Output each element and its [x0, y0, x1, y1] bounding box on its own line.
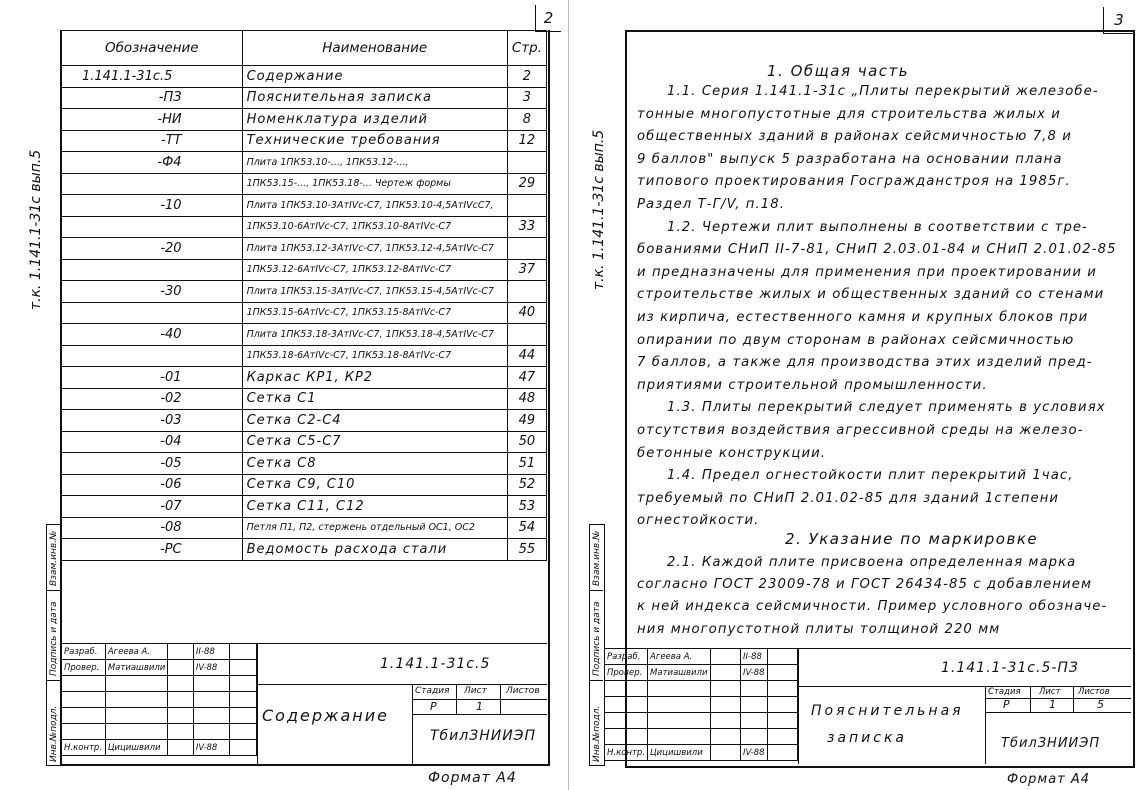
- right-strip-cell-3: Инв.№подл.: [592, 705, 602, 762]
- left-role-row: [62, 660, 257, 676]
- row-code: -07: [62, 496, 243, 518]
- contents-header-row: [62, 31, 547, 66]
- row-page: 53: [507, 496, 546, 518]
- header-page: Стр.: [507, 31, 546, 66]
- contents-row: [62, 324, 547, 346]
- row-name: Каркас КР1, КР2: [242, 367, 507, 389]
- row-page: [507, 324, 546, 346]
- text-line: 1.3. Плиты перекрытий следует применять в условиях: [667, 400, 1106, 416]
- row-code: -10: [62, 195, 243, 217]
- row-name: Сетка С5-С7: [242, 431, 507, 453]
- row-name: Плита 1ПК53.12-3АтIVс-С7, 1ПК53.12-4,5АтIVс-С7: [242, 238, 507, 260]
- row-name: Сетка С2-С4: [242, 410, 507, 432]
- left-sheet-value: 1: [476, 700, 483, 713]
- right-sheets-value: 5: [1097, 698, 1104, 711]
- left-roles-table: [61, 643, 257, 756]
- row-code: -РС: [62, 539, 243, 561]
- contents-row: [62, 152, 547, 174]
- role-name: Агеева А.: [648, 649, 711, 665]
- left-org: ТбилЗНИИЭП: [430, 728, 536, 744]
- contents-row: [62, 195, 547, 217]
- row-code: 1.141.1-31с.5: [62, 66, 243, 88]
- row-code: [62, 345, 243, 367]
- row-code: -08: [62, 517, 243, 539]
- row-code: -04: [62, 431, 243, 453]
- section2-title: 2. Указание по маркировке: [785, 530, 1039, 548]
- left-strip-cell-2: Подпись и дата: [49, 601, 59, 676]
- row-page: 3: [507, 87, 546, 109]
- role-date: II-88: [741, 649, 767, 665]
- role-extra: [229, 740, 256, 756]
- role-label: Разраб.: [605, 649, 648, 665]
- contents-row: [62, 66, 547, 88]
- row-page: 37: [507, 259, 546, 281]
- text-line: 2.1. Каждой плите присвоена определенная марка: [667, 555, 1077, 570]
- role-extra: [229, 660, 256, 676]
- role-extra: [767, 745, 798, 761]
- row-name: Плита 1ПК53.15-3АтIVс-С7, 1ПК53.15-4,5АтIVс-С7: [242, 281, 507, 303]
- contents-row: [62, 238, 547, 260]
- row-page: 55: [507, 539, 546, 561]
- role-date: IV-88: [741, 665, 767, 681]
- contents-row: [62, 109, 547, 131]
- contents-row: [62, 281, 547, 303]
- row-page: 33: [507, 216, 546, 238]
- right-sheet-value: 1: [1049, 698, 1056, 711]
- role-label: Провер.: [605, 665, 648, 681]
- row-code: [62, 302, 243, 324]
- row-code: [62, 259, 243, 281]
- left-sheets-label: Листов: [506, 686, 540, 696]
- row-page: 49: [507, 410, 546, 432]
- left-side-label: т.к. 1.141.1-31с вып.5: [28, 149, 44, 310]
- text-line: из кирпича, естественного камня и крупных блоков при: [637, 310, 1089, 325]
- contents-row: [62, 87, 547, 109]
- row-name: Петля П1, П2, стержень отдельный ОС1, ОС2: [242, 517, 507, 539]
- contents-row: [62, 130, 547, 152]
- row-page: 40: [507, 302, 546, 324]
- contents-row: [62, 474, 547, 496]
- contents-row: [62, 259, 547, 281]
- right-strip-cell-2: Подпись и дата: [592, 601, 602, 676]
- left-doc-title: Содержание: [262, 706, 389, 725]
- row-name: Сетка С11, С12: [242, 496, 507, 518]
- right-org: ТбилЗНИИЭП: [1001, 736, 1101, 751]
- text-line: требуемый по СНиП 2.01.02-85 для зданий 1степени: [637, 490, 1060, 506]
- row-name: Сетка С8: [242, 453, 507, 475]
- row-name: Ведомость расхода стали: [242, 539, 507, 561]
- left-sheet-label: Лист: [464, 686, 487, 696]
- role-date: II-88: [193, 644, 229, 660]
- role-signature: [168, 660, 194, 676]
- row-code: -Ф4: [62, 152, 243, 174]
- row-page: [507, 195, 546, 217]
- row-name: Номенклатура изделий: [242, 109, 507, 131]
- row-name: Содержание: [242, 66, 507, 88]
- contents-row: [62, 345, 547, 367]
- right-side-label: т.к. 1.141.1-31с вып.5: [591, 129, 607, 290]
- role-signature: [710, 745, 740, 761]
- header-name: Наименование: [242, 31, 507, 66]
- contents-row: [62, 539, 547, 561]
- role-date: IV-88: [193, 740, 229, 756]
- contents-table: [61, 30, 547, 561]
- header-code: Обозначение: [62, 31, 243, 66]
- role-name: Агеева А.: [105, 644, 168, 660]
- row-page: [507, 152, 546, 174]
- row-code: -05: [62, 453, 243, 475]
- row-page: 47: [507, 367, 546, 389]
- row-code: -02: [62, 388, 243, 410]
- text-line: и предназначены для применения при проектировании и: [637, 264, 1097, 280]
- role-label: Н.контр.: [605, 745, 648, 761]
- right-doc-title-2: записка: [827, 730, 908, 746]
- row-name: Плита 1ПК53.10-3АтIVс-С7, 1ПК53.10-4,5АтIVсС7,: [242, 195, 507, 217]
- text-line: общественных зданий в районах сейсмичностью 7,8 и: [637, 129, 1072, 145]
- text-line: типового проектирования Госгражданстроя на 1985г.: [637, 174, 1071, 190]
- section1-title: 1. Общая часть: [767, 62, 910, 80]
- text-line: 1.4. Предел огнестойкости плит перекрытий 1час,: [667, 468, 1074, 484]
- right-sheet-label: Лист: [1039, 687, 1061, 697]
- role-name: Цицишвили: [648, 745, 711, 761]
- row-code: [62, 173, 243, 195]
- left-role-row: [62, 740, 257, 756]
- text-line: огнестойкости.: [637, 513, 760, 529]
- right-sheets-label: Листов: [1078, 687, 1110, 697]
- row-page: [507, 238, 546, 260]
- row-page: 8: [507, 109, 546, 131]
- row-code: -01: [62, 367, 243, 389]
- left-strip-cell-3: Инв.№подл.: [49, 705, 59, 762]
- right-sheet: [575, 0, 1136, 790]
- row-page: 44: [507, 345, 546, 367]
- right-role-row: [605, 649, 798, 665]
- contents-row: [62, 431, 547, 453]
- role-signature: [710, 665, 740, 681]
- text-line: бетонные конструкции.: [637, 445, 827, 461]
- role-extra: [229, 644, 256, 660]
- left-role-row: [62, 644, 257, 660]
- role-extra: [767, 665, 798, 681]
- right-role-row: [605, 745, 798, 761]
- contents-row: [62, 302, 547, 324]
- left-format: Формат А4: [428, 770, 517, 786]
- text-line: 1.1. Серия 1.141.1-31с „Плиты перекрытий железобе-: [667, 84, 1099, 99]
- row-name: Плита 1ПК53.18-3АтIVс-С7, 1ПК53.18-4,5АтIVс-С7: [242, 324, 507, 346]
- contents-row: [62, 453, 547, 475]
- row-page: 12: [507, 130, 546, 152]
- row-page: [507, 281, 546, 303]
- row-page: 54: [507, 517, 546, 539]
- right-designation: 1.141.1-31с.5-ПЗ: [941, 660, 1079, 676]
- row-code: -03: [62, 410, 243, 432]
- row-code: -06: [62, 474, 243, 496]
- row-code: -30: [62, 281, 243, 303]
- contents-row: [62, 173, 547, 195]
- row-name: Пояснительная записка: [242, 87, 507, 109]
- right-role-row: [605, 665, 798, 681]
- text-line: приятиями строительной промышленности.: [637, 377, 988, 393]
- left-designation: 1.141.1-31с.5: [380, 656, 491, 672]
- role-date: IV-88: [193, 660, 229, 676]
- role-name: Матиашвили: [648, 665, 711, 681]
- right-page-number: 3: [1103, 7, 1134, 34]
- right-strip-cell-1: Взам.инв.№: [592, 530, 602, 586]
- text-line: Раздел Т-Г/V, п.18.: [637, 197, 786, 212]
- text-line: ния многопустотной плиты толщиной 220 мм: [637, 621, 1001, 637]
- row-name: Технические требования: [242, 130, 507, 152]
- contents-row: [62, 388, 547, 410]
- role-signature: [168, 740, 194, 756]
- row-name: 1ПК53.12-6АтIVс-С7, 1ПК53.12-8АтIVс-С7: [242, 259, 507, 281]
- text-line: согласно ГОСТ 23009-78 и ГОСТ 26434-85 с добавлением: [637, 577, 1092, 593]
- right-stage-value: Р: [1003, 698, 1010, 711]
- text-line: 1.2. Чертежи плит выполнены в соответствии с тре-: [667, 219, 1088, 235]
- row-page: 29: [507, 173, 546, 195]
- row-name: 1ПК53.15-6АтIVс-С7, 1ПК53.15-8АтIVс-С7: [242, 302, 507, 324]
- text-line: 9 баллов" выпуск 5 разработана на основании плана: [637, 151, 1063, 167]
- row-name: 1ПК53.15-..., 1ПК53.18-... Чертеж формы: [242, 173, 507, 195]
- right-format: Формат А4: [1007, 772, 1091, 787]
- page-divider: [568, 0, 569, 790]
- text-line: бованиями СНиП II-7-81, СНиП 2.03.01-84 и СНиП 2.01.02-85: [637, 242, 1117, 258]
- row-name: 1ПК53.18-6АтIVс-С7, 1ПК53.18-8АтIVс-С7: [242, 345, 507, 367]
- contents-row: [62, 496, 547, 518]
- contents-row: [62, 410, 547, 432]
- row-page: 48: [507, 388, 546, 410]
- row-page: 52: [507, 474, 546, 496]
- right-stage-label: Стадия: [988, 687, 1021, 697]
- text-line: строительстве жилых и общественных зданий со стенами: [637, 287, 1105, 303]
- left-stage-value: Р: [430, 700, 437, 713]
- left-strip-cell-1: Взам.инв.№: [49, 530, 59, 586]
- left-page-number: 2: [535, 5, 561, 32]
- row-code: [62, 216, 243, 238]
- text-line: тонные многопустотные для строительства жилых и: [637, 106, 1061, 122]
- row-code: -ПЗ: [62, 87, 243, 109]
- row-name: Плита 1ПК53.10-..., 1ПК53.12-...,: [242, 152, 507, 174]
- role-label: Разраб.: [62, 644, 106, 660]
- text-line: опирании по двум сторонам в районах сейсмичностью: [637, 332, 1075, 348]
- row-code: -ТТ: [62, 130, 243, 152]
- role-date: IV-88: [741, 745, 767, 761]
- row-name: Сетка С1: [242, 388, 507, 410]
- row-code: -20: [62, 238, 243, 260]
- role-extra: [767, 649, 798, 665]
- left-stage-label: Стадия: [415, 686, 450, 696]
- role-label: Провер.: [62, 660, 106, 676]
- role-signature: [710, 649, 740, 665]
- left-sheet: [0, 0, 560, 790]
- text-line: отсутствия воздействия агрессивной среды на железо-: [637, 423, 1084, 438]
- row-name: 1ПК53.10-6АтIVс-С7, 1ПК53.10-8АтIVс-С7: [242, 216, 507, 238]
- role-signature: [168, 644, 194, 660]
- right-doc-title-1: Пояснительная: [811, 703, 964, 719]
- row-page: 51: [507, 453, 546, 475]
- contents-row: [62, 216, 547, 238]
- contents-row: [62, 367, 547, 389]
- contents-row: [62, 517, 547, 539]
- row-code: -НИ: [62, 109, 243, 131]
- row-code: -40: [62, 324, 243, 346]
- text-line: к ней индекса сейсмичности. Пример условного обозначе-: [637, 599, 1108, 615]
- text-line: 7 баллов, а также для производства этих изделий пред-: [637, 355, 1093, 371]
- role-label: Н.контр.: [62, 740, 106, 756]
- row-page: 50: [507, 431, 546, 453]
- role-name: Матиашвили: [105, 660, 168, 676]
- right-roles-table: [604, 648, 798, 761]
- row-page: 2: [507, 66, 546, 88]
- role-name: Цицишвили: [105, 740, 168, 756]
- row-name: Сетка С9, С10: [242, 474, 507, 496]
